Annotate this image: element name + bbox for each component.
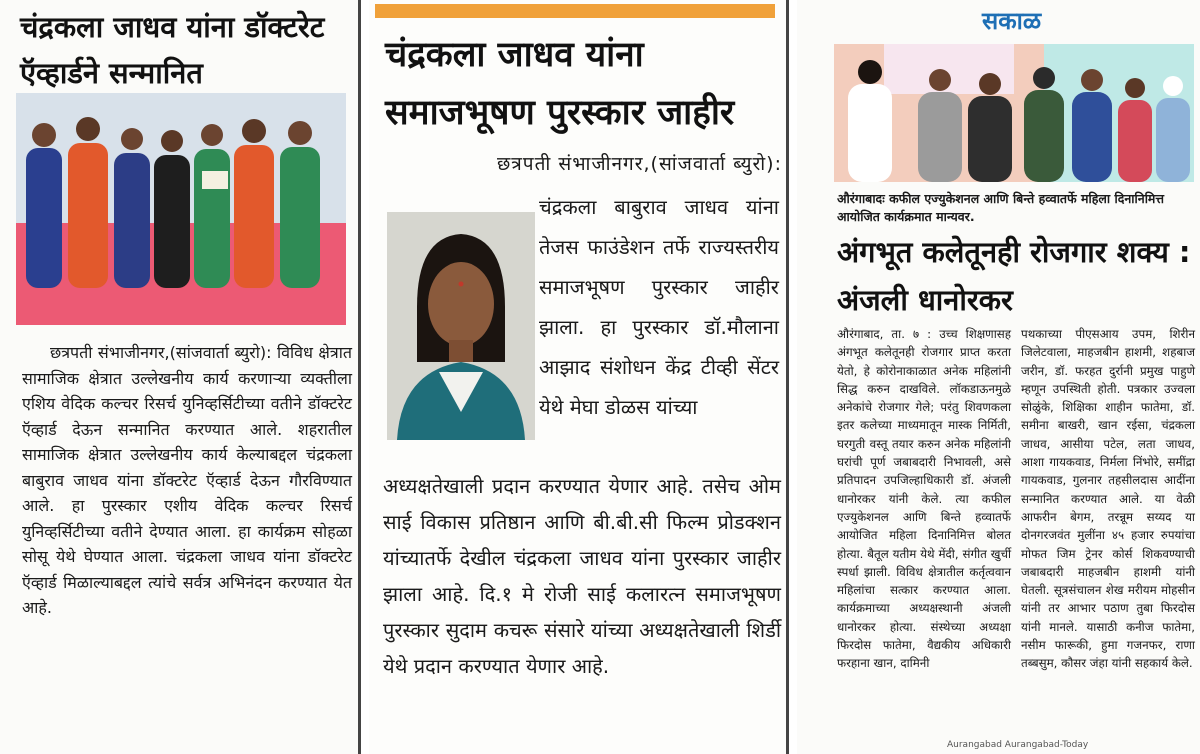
article-body-doctorate: छत्रपती संभाजीनगर,(सांजवार्ता ब्युरो): विविध क्षेत्रात सामाजिक क्षेत्रात उल्लेखनीय कार्य करणाऱ्या व्यक्तीला एशिय वेदिक कल्चर रिसर्च युनिव्हर्सिटीच्या वतीने डॉक्टरेट ऍव्हार्ड देऊन सन्मानित करण्यात आले. शहरातील सामाजिक क्षेत्रात उल्लेखनीय कार्य केल्याबद्दल चंद्रकला बाबुराव जाधव यांना डॉक्टरेट ऍव्हार्ड देऊन गौरविण्यात आले. हा पुरस्कार एशीय वेदिक कल्चर रिसर्च युनिव्हर्सिटीच्या वतीने देण्यात आला. हा कार्यक्रम सोहळा सोसू येथे घेण्यात आला. चंद्रकला जाधव यांना डॉक्टरेट ऍव्हार्ड मिळाल्याबद्दल त्यांचे सर्वत्र अभिनंदन करण्यात येत आहे. xyxy=(22,343,352,617)
article-column-left: औरंगाबाद, ता. ७ : उच्च शिक्षणासह अंगभूत कलेतूनही रोजगार प्राप्त करता येतो, हे कोरोनाकाळात अनेक महिलांनी सिद्ध करुन दाखविले. लॉकडाऊनमुळे अनेकांचे रोजगार गेले; परंतु शिवणकला इतर कलेच्या माध्यमातून मास्क निर्मिती, घरगुती वस्तू तयार करुन अनेक महिलांनी घरांची पूर्ण जबाबदारी निभावली, असे प्रतिपादन उपजिल्हाधिकारी डॉ. अंजली धानोरकर यांनी केले. त्या कफील एज्युकेशनल आणि बिन्ते हव्वातर्फे आयोजित महिला दिनानिमित्त बोलत होत्या. बैतूल यतीम येथे मेंदी, संगीत खुर्ची स्पर्धा झाली. विविध क्षेत्रातील कर्तृत्ववान महिलांचा सत्कार करण्यात आला. कार्यक्रमाच्या अध्यक्षस्थानी अंजली धानोरकर होत्या. संस्थेच्या अध्यक्षा फिरदोस फातेमा, वैद्यकीय अधिकारी फरहाना खान, दामिनी xyxy=(837,327,1011,671)
clipping-anjali-dhanorkar xyxy=(797,0,1200,754)
event-illustration xyxy=(834,44,1194,182)
headline-doctorate: चंद्रकला जाधव यांना डॉक्टरेट ऍव्हार्डने सन्मानित xyxy=(20,10,325,90)
headline-anjali: अंगभूत कलेतूनही रोजगार शक्य : अंजली धानोरकर xyxy=(837,235,1191,317)
sakal-logo: सकाळ xyxy=(982,7,1042,35)
article-columns xyxy=(837,325,1195,673)
portrait-illustration xyxy=(387,212,535,440)
womens-day-event-photo xyxy=(834,44,1194,182)
article-body-side: चंद्रकला बाबुराव जाधव यांना तेजस फाउंडेशन तर्फे राज्यस्तरीय समाजभूषण पुरस्कार जाहीर झाला. हा पुरस्कार डॉ.मौलाना आझाद संशोधन केंद्र टीव्ही सेंटर येथे मेघा डोळस यांच्या xyxy=(539,195,779,419)
clipping-samajbhushan-award xyxy=(369,0,789,754)
photo-caption: औरंगाबादः कफील एज्युकेशनल आणि बिन्ते हव्वातर्फे महिला दिनानिमित्त आयोजित कार्यक्रमात मान्यवर. xyxy=(837,191,1165,224)
article-column-right: पथकाच्या पीएसआय उपम, शिरीन जिलेटवाला, माहजबीन हाशमी, शहबाज जरीन, डॉ. फरहत दुर्रानी प्रमुख पाहुणे म्हणून उपस्थिती होती. पत्रकार उज्वला सोळुंके, शिक्षिका शाहीन फातेमा, डॉ. समीना बाखरी, खान रईसा, चंद्रकला जाधव, आसीया पटेल, लता जाधव, आशा गायकवाड, निर्मला निंभोरे, समींद्रा गायकवाड, गुलनार तहसीलदास आदींना सन्मानित करण्यात आले. या वेळी आफरीन बेगम, तरन्नूम सय्यद या दोनगरजवंत मुलींना ४५ हजार रुपयांचा मोफत जिम ट्रेनर कोर्स शिकवण्याची जबाबदारी माहजबीन हाशमी यांनी घेतली. सूत्रसंचालन शेख मरीयम मोहसीन यांनी तर आभार पठाण तुबा फिरदोस यांनी मानले. यासाठी कनीज फातेमा, नसीम फारूकी, हुमा गजनफर, राणा तब्बसुम, कौसर जंहा यांनी सहकार्य केले. xyxy=(1021,327,1195,671)
award-ceremony-illustration xyxy=(16,93,346,325)
headline-samajbhushan: चंद्रकला जाधव यांना समाजभूषण पुरस्कार जाहीर xyxy=(385,35,735,133)
article-body-full: अध्यक्षतेखाली प्रदान करण्यात येणार आहे. तसेच ओम साई विकास प्रतिष्ठान आणि बी.बी.सी फिल्म प्रोडक्शन यांच्यातर्फे देखील चंद्रकला जाधव यांना पुरस्कार जाहीर झाला आहे. दि.१ मे रोजी साई कलारत्न समाजभूषण पुरस्कार सुदाम कचरू संसारे यांच्या अध्यक्षतेखाली शिर्डी येथे प्रदान करण्यात येणार आहे. xyxy=(383,474,781,678)
dateline: छत्रपती संभाजीनगर,(सांजवार्ता ब्युरो): xyxy=(496,153,782,175)
portrait-photo xyxy=(387,212,535,440)
orange-top-bar xyxy=(375,4,775,18)
clipping-doctorate-award xyxy=(0,0,361,754)
source-credit: Aurangabad Aurangabad-Today xyxy=(947,740,1089,750)
award-ceremony-photo xyxy=(16,93,346,325)
